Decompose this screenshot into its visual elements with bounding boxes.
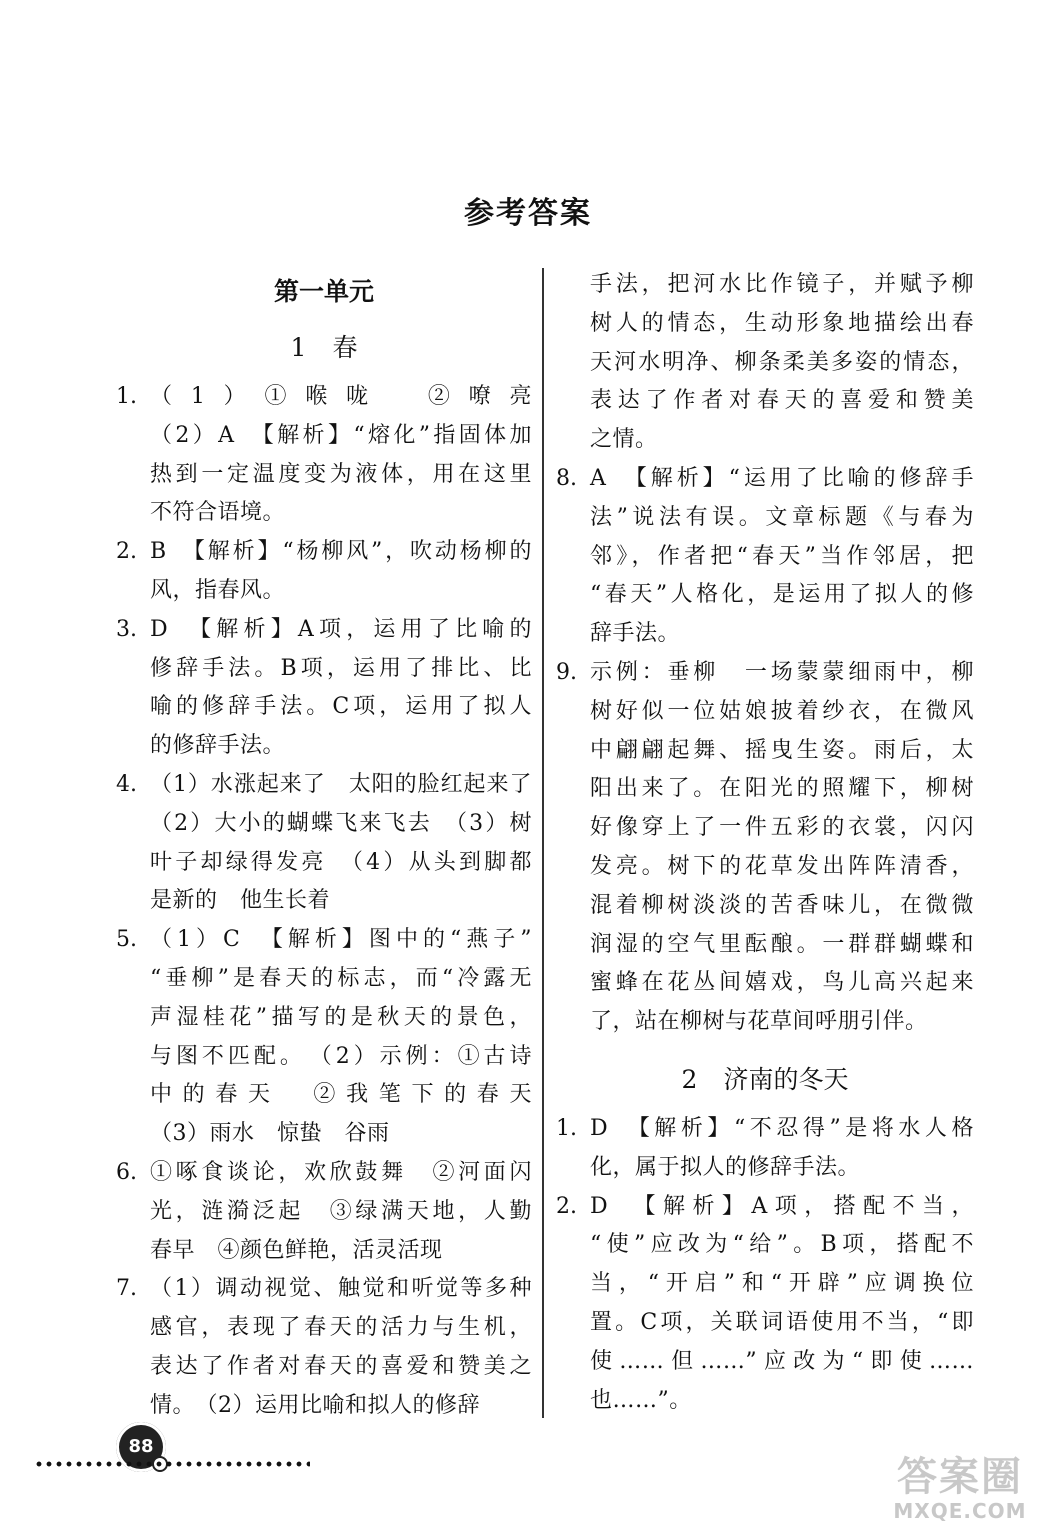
answer-line: （1）C 【解析】图中的“燕子”: [150, 927, 532, 953]
answer-line: 阳出来了。在阳光的照耀下，柳树: [590, 776, 974, 802]
answer-line: 了，站在柳树与花草间呼朋引伴。: [590, 1009, 928, 1035]
answer-line: 光，涟漪泛起 ③绿满天地，人勤: [150, 1198, 532, 1224]
answer-item: [116, 1154, 532, 1270]
answer-line: 感官，表现了春天的活力与生机，: [150, 1315, 532, 1341]
answer-number: 3.: [116, 616, 137, 642]
lesson-title: [556, 1050, 974, 1110]
answer-line: 邻》，作者把“春天”当作邻居，把: [590, 543, 974, 569]
answer-line: “春天”人格化，是运用了拟人的修: [590, 582, 974, 608]
answer-line: 树好似一位姑娘披着纱衣，在微风: [590, 698, 974, 724]
answer-number: 4.: [116, 771, 137, 797]
answer-line: （2）A 【解析】“熔化”指固体加: [150, 422, 532, 448]
answer-line: 的修辞手法。: [150, 733, 286, 759]
answer-item: [116, 766, 532, 921]
answer-line: 表达了作者对春天的喜爱和赞美之: [150, 1353, 532, 1379]
answer-item: [556, 1110, 974, 1188]
answer-line: 叶子却绿得发亮 （4）从头到脚都: [150, 849, 532, 875]
answer-line: 发亮。树下的花草发出阵阵清香，: [590, 853, 974, 879]
answer-list: [556, 460, 974, 1042]
watermark-url: MXQE.COM: [893, 1499, 1027, 1523]
answer-line: D 【解析】A项，搭配不当，: [590, 1193, 974, 1219]
answer-line: （1）①喉咙 ②嘹亮: [150, 384, 532, 409]
answer-line: D 【解析】A项，运用了比喻的: [150, 616, 532, 642]
watermark-logo: 答案圈: [897, 1454, 1023, 1500]
answer-line: 混着柳树淡淡的苦香味儿，在微微: [590, 892, 974, 918]
column-divider: [542, 268, 544, 1418]
left-column: [116, 266, 532, 1426]
answer-line: （1）水涨起来了 太阳的脸红起来了: [150, 771, 532, 797]
answer-line: A 【解析】“运用了比喻的修辞手: [590, 465, 974, 491]
lesson-number: 2: [681, 1064, 698, 1094]
answer-line: 蜜蜂在花丛间嬉戏，鸟儿高兴起来: [590, 970, 974, 996]
answer-line: 修辞手法。B项，运用了排比、比: [150, 655, 532, 681]
answer-line: 不符合语境。: [150, 500, 286, 526]
answer-item: [116, 378, 532, 533]
answer-line: 也……”。: [590, 1387, 692, 1413]
answer-line: （3）雨水 惊蛰 谷雨: [150, 1121, 390, 1147]
page-title: 参考答案: [464, 196, 592, 231]
answer-line: 春早 ④颜色鲜艳，活灵活现: [150, 1237, 443, 1263]
page-number-badge: 88: [116, 1422, 166, 1472]
answer-line: 树人的情态，生动形象地描绘出春: [590, 310, 974, 336]
answer-line: 热到一定温度变为液体，用在这里: [150, 461, 532, 487]
answer-number: 2.: [116, 539, 137, 565]
answer-line: 天河水明净、柳条柔美多姿的情态，: [590, 349, 974, 375]
answer-number: 1.: [556, 1115, 577, 1141]
answer-line: “使”应改为“给”。B项，搭配不: [590, 1232, 974, 1258]
answer-line: 化，属于拟人的修辞手法。: [590, 1154, 861, 1180]
answer-item: [116, 1270, 532, 1425]
footer-dotted-line: [34, 1460, 310, 1468]
answer-line: 润湿的空气里酝酿。一群群蝴蝶和: [590, 931, 974, 957]
answer-line: 示例：垂柳 一场蒙蒙细雨中，柳: [590, 659, 974, 685]
answer-line: 情。 （2）运用比喻和拟人的修辞: [150, 1392, 480, 1418]
answer-number: 8.: [556, 465, 577, 491]
unit-title: 第一单元: [273, 277, 374, 306]
answer-number: 9.: [556, 659, 577, 685]
answer-item: [116, 611, 532, 766]
lesson-title: [116, 318, 532, 378]
answer-list: [556, 1110, 974, 1420]
answer-line: 置。C项，关联词语使用不当，“即: [590, 1309, 974, 1335]
answer-line: 与图不匹配。 （2）示例：①古诗: [150, 1043, 532, 1069]
answer-line: 表达了作者对春天的喜爱和赞美: [590, 388, 974, 414]
answer-item: [556, 1188, 974, 1421]
answer-item: [556, 460, 974, 654]
answer-line: 喻的修辞手法。C项，运用了拟人: [150, 694, 532, 720]
answer-number: 6.: [116, 1159, 137, 1185]
answer-line: 法”说法有误。文章标题《与春为: [590, 504, 974, 530]
answer-item: [116, 533, 532, 611]
answer-item: [116, 921, 532, 1154]
lesson-name: 春: [332, 333, 358, 362]
answer-number: 7.: [116, 1276, 137, 1302]
answer-line: 中的春天 ②我笔下的春天: [150, 1082, 532, 1108]
answer-line: 是新的 他生长着: [150, 888, 331, 914]
answer-number: 2.: [556, 1193, 577, 1219]
answer-list: [116, 378, 532, 1426]
continued-answer: [590, 266, 974, 460]
lesson-number: 1: [290, 333, 307, 362]
answer-number: 5.: [116, 927, 137, 953]
answer-line: 手法，把河水比作镜子，并赋予柳: [590, 272, 974, 297]
answer-line: “垂柳”是春天的标志，而“冷露无: [150, 965, 532, 991]
answer-line: B 【解析】“杨柳风”，吹动杨柳的: [150, 539, 532, 565]
answer-line: 风，指春风。: [150, 577, 286, 603]
answer-line: 声湿桂花”描写的是秋天的景色，: [150, 1004, 532, 1030]
answer-line: （2）大小的蝴蝶飞来飞去 （3）树: [150, 810, 532, 836]
answer-line: 当，“开启”和“开辟”应调换位: [590, 1271, 974, 1297]
answer-line: ①啄食谈论，欢欣鼓舞 ②河面闪: [150, 1159, 532, 1185]
answer-line: （1）调动视觉、触觉和听觉等多种: [150, 1276, 532, 1302]
watermark: [880, 1455, 1040, 1531]
answer-number: 1.: [116, 384, 137, 409]
right-column: [556, 266, 974, 1420]
answer-line: 之情。: [590, 427, 658, 453]
answer-item: [556, 654, 974, 1042]
answer-line: 辞手法。: [590, 621, 681, 647]
answer-line: 中翩翩起舞、摇曳生姿。雨后，太: [590, 737, 974, 763]
answer-line: D 【解析】“不忍得”是将水人格: [590, 1115, 974, 1141]
answer-line: 使……但……”应改为“即使……: [590, 1348, 974, 1374]
answer-line: 好像穿上了一件五彩的衣裳，闪闪: [590, 815, 974, 841]
lesson-name: 济南的冬天: [723, 1064, 849, 1094]
